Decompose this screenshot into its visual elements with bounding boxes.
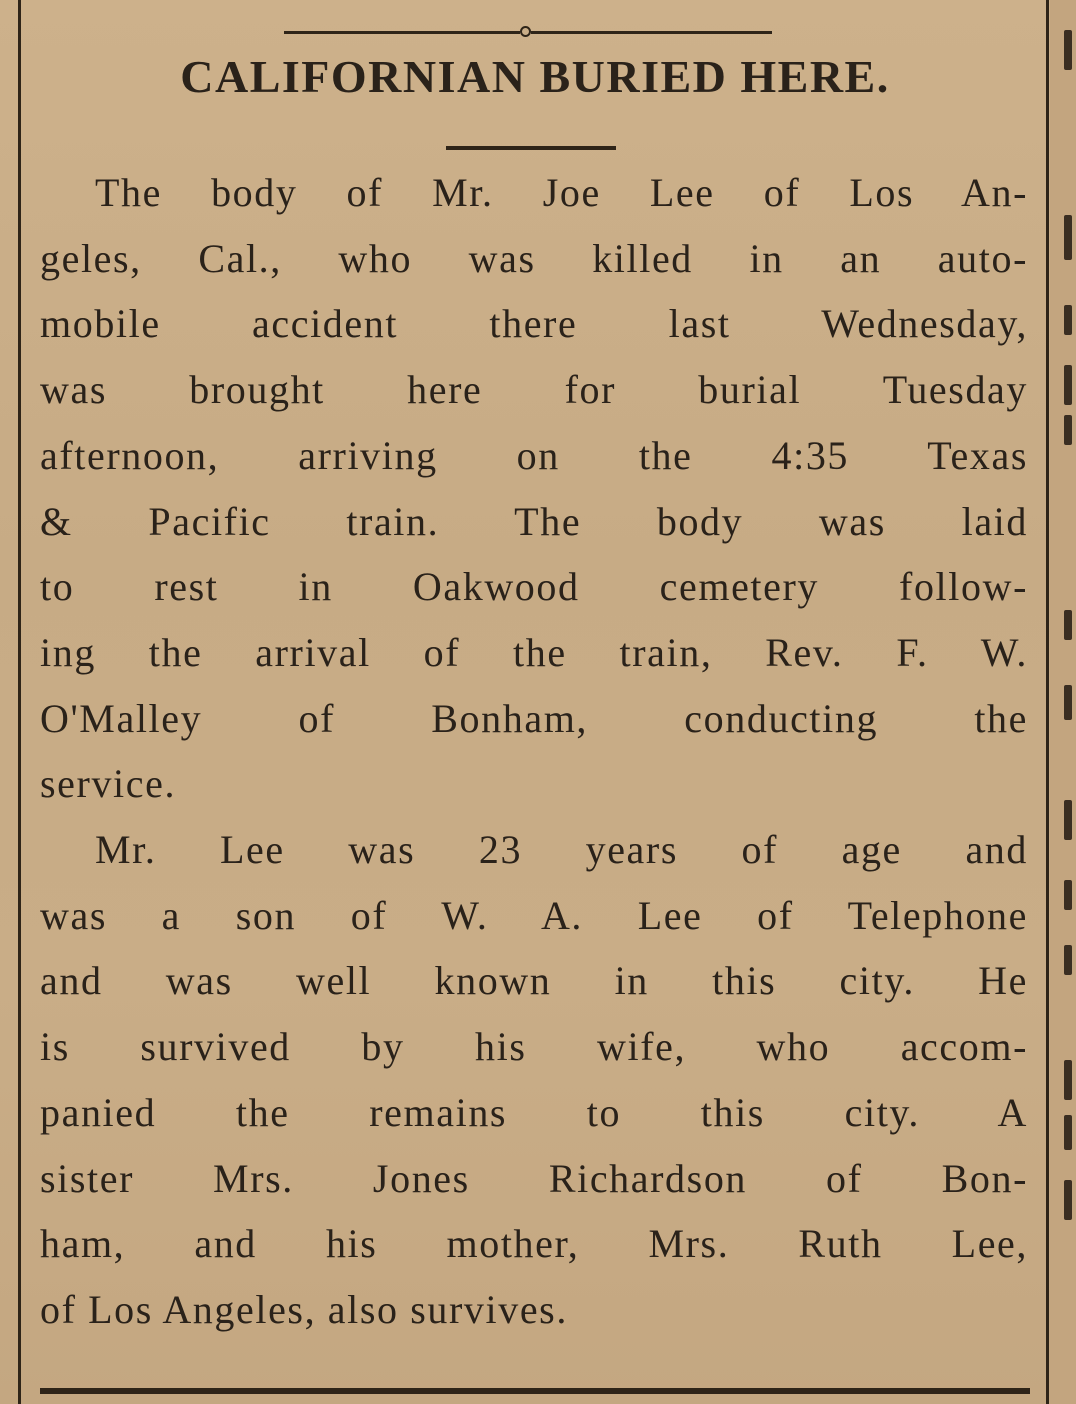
text-line: mobile accident there last Wednesday,: [40, 301, 1028, 347]
text-line: service.: [40, 761, 177, 807]
text-line: Mr. Lee was 23 years of age and: [95, 827, 1028, 873]
adjacent-column-fragment: [1050, 0, 1076, 1404]
text-line: ham, and his mother, Mrs. Ruth Lee,: [40, 1221, 1028, 1267]
text-line: The body of Mr. Joe Lee of Los An-: [95, 170, 1028, 215]
text-line: and was well known in this city. He: [40, 958, 1028, 1004]
text-line: was brought here for burial Tuesday: [40, 367, 1028, 413]
text-line: was a son of W. A. Lee of Telephone: [40, 892, 1028, 938]
text-line: ing the arrival of the train, Rev. F. W.: [40, 629, 1028, 675]
bottom-rule: [40, 1388, 1030, 1394]
text-line: afternoon, arriving on the 4:35 Texas: [40, 432, 1028, 478]
left-column-rule: [18, 0, 21, 1404]
right-column-rule: [1046, 0, 1049, 1404]
text-line: geles, Cal., who was killed in an auto-: [40, 235, 1028, 281]
paragraph: [40, 160, 1028, 817]
text-line: of Los Angeles, also survives.: [40, 1286, 568, 1332]
text-line: & Pacific train. The body was laid: [40, 498, 1028, 544]
headline: CALIFORNIAN BURIED HERE.: [180, 51, 890, 102]
text-line: to rest in Oakwood cemetery follow-: [40, 564, 1028, 610]
paragraph: [40, 817, 1028, 1343]
text-line: sister Mrs. Jones Richardson of Bon-: [40, 1155, 1028, 1201]
headline-ornament: [284, 26, 772, 38]
text-line: O'Malley of Bonham, conducting the: [40, 695, 1028, 741]
text-line: is survived by his wife, who accom-: [40, 1024, 1028, 1070]
text-line: panied the remains to this city. A: [40, 1089, 1028, 1135]
article-body: [40, 160, 1028, 1343]
headline-divider: [446, 146, 616, 150]
